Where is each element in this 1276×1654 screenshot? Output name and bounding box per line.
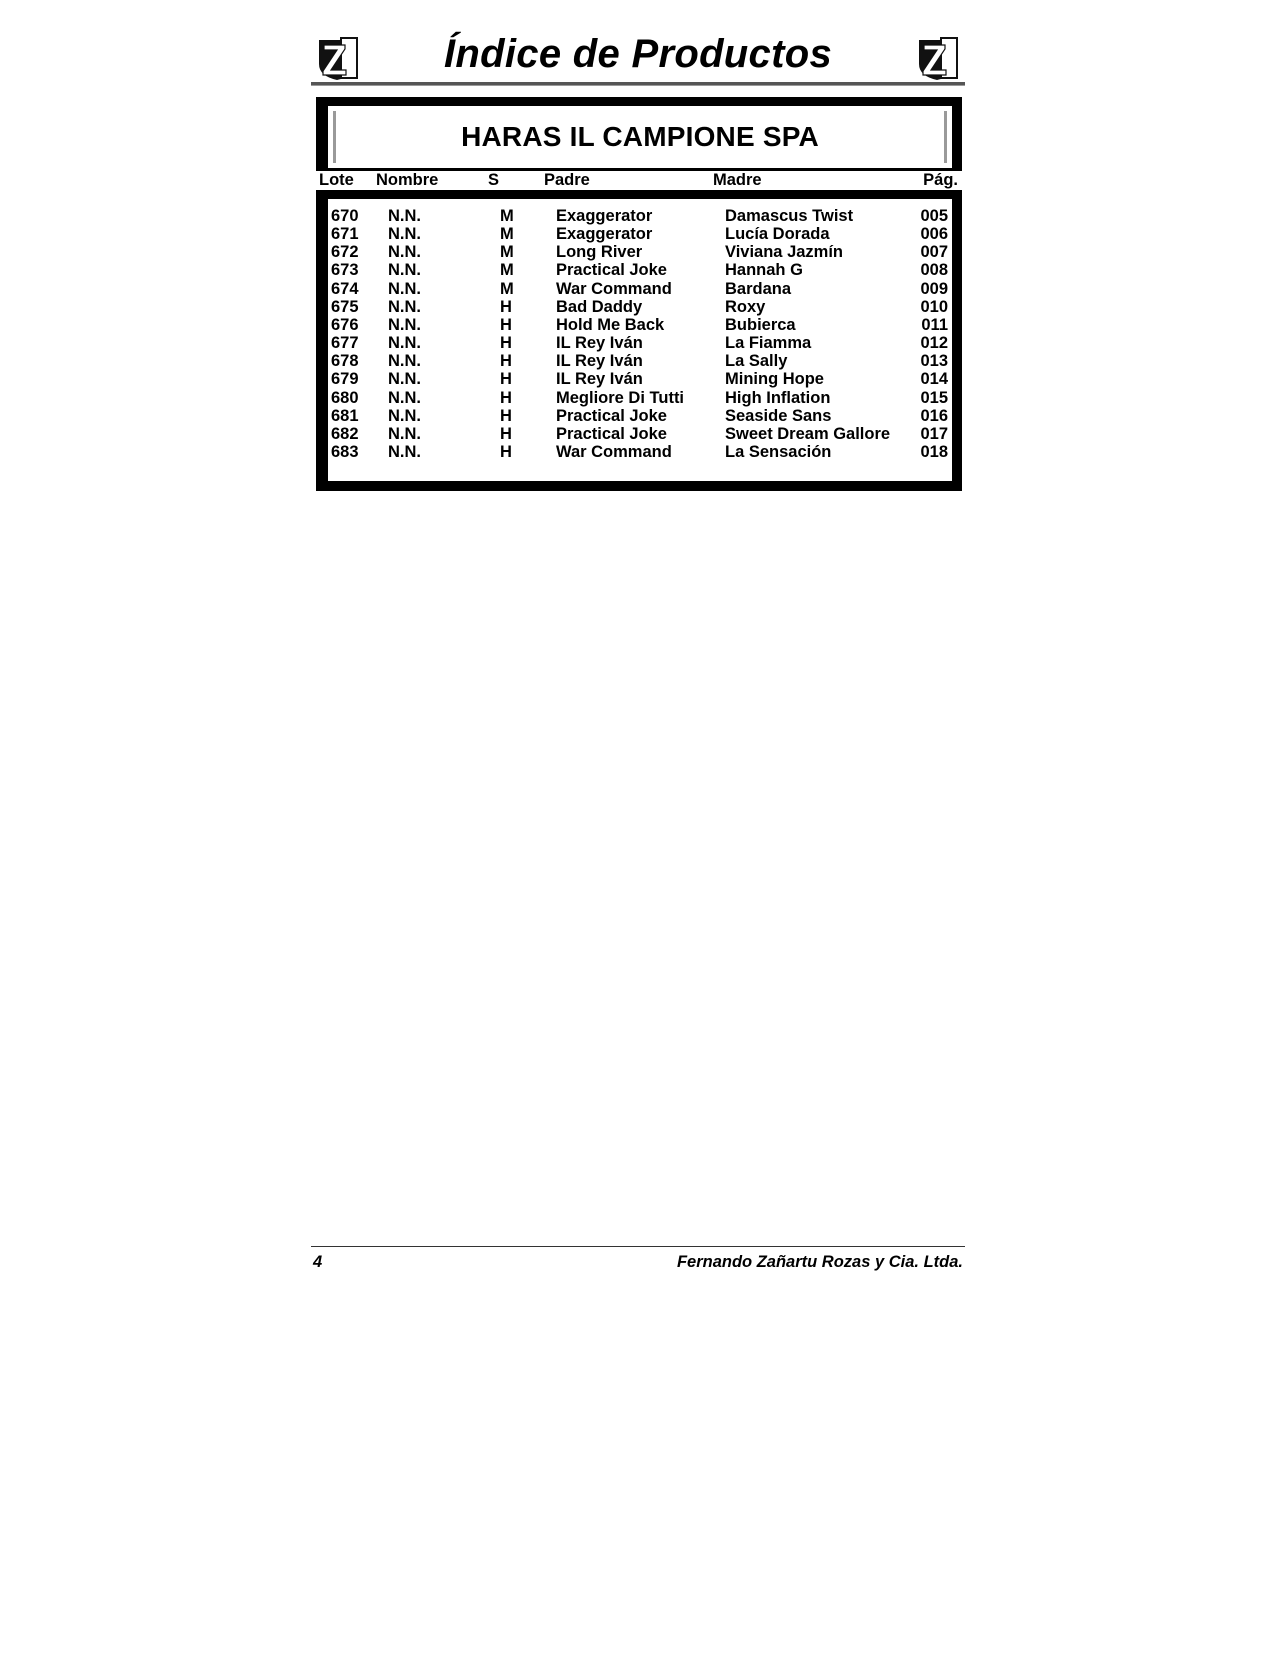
table-row	[328, 352, 952, 371]
cell-sexo: M	[500, 207, 514, 225]
cell-padre: Exaggerator	[556, 225, 653, 244]
cell-sexo: H	[500, 442, 512, 461]
cell-nombre: N.N.	[388, 388, 421, 407]
table-row	[328, 334, 952, 353]
cell-madre: Seaside Sans	[725, 406, 832, 425]
cell-madre: Mining Hope	[725, 370, 824, 389]
cell-pagina: 005	[920, 207, 948, 225]
cell-madre: Lucía Dorada	[725, 225, 830, 244]
cell-nombre: N.N.	[388, 225, 421, 244]
cell-sexo: H	[500, 370, 512, 389]
cell-madre: Bubierca	[725, 315, 796, 334]
cell-madre: Roxy	[725, 297, 766, 316]
cell-lote: 674	[331, 279, 359, 298]
cell-padre: Megliore Di Tutti	[556, 388, 685, 407]
cell-sexo: M	[500, 243, 514, 262]
page-footer	[311, 1246, 965, 1273]
cell-nombre: N.N.	[388, 352, 421, 371]
company-name: Fernando Zañartu Rozas y Cia. Ltda.	[676, 1253, 963, 1271]
table-row	[328, 407, 952, 426]
cell-lote: 675	[331, 297, 359, 316]
consignor-title-box	[328, 106, 952, 168]
cell-padre: IL Rey Iván	[556, 334, 643, 353]
cell-pagina: 017	[920, 424, 948, 443]
cell-pagina: 006	[920, 225, 948, 244]
column-header-pagina: Pág.	[923, 171, 958, 189]
table-row	[328, 225, 952, 244]
cell-pagina: 016	[920, 406, 948, 425]
cell-padre: IL Rey Iván	[556, 352, 643, 371]
cell-lote: 671	[331, 225, 359, 244]
page-header	[311, 30, 965, 86]
cell-lote: 678	[331, 352, 359, 371]
column-header-nombre: Nombre	[376, 171, 439, 189]
cell-sexo: H	[500, 352, 512, 371]
cell-padre: Hold Me Back	[556, 315, 665, 334]
table-row	[328, 316, 952, 335]
cell-sexo: H	[500, 334, 512, 353]
page-title: Índice de Productos	[444, 32, 832, 76]
cell-madre: Hannah G	[725, 261, 803, 280]
cell-sexo: H	[500, 424, 512, 443]
table-row	[328, 443, 952, 462]
cell-nombre: N.N.	[388, 442, 421, 461]
column-header-madre: Madre	[713, 171, 762, 189]
cell-padre: Exaggerator	[556, 207, 653, 225]
cell-lote: 677	[331, 334, 359, 353]
cell-pagina: 014	[920, 370, 948, 389]
cell-sexo: H	[500, 406, 512, 425]
cell-pagina: 015	[920, 388, 948, 407]
cell-madre: La Fiamma	[725, 334, 812, 353]
table-row	[328, 207, 952, 226]
cell-nombre: N.N.	[388, 243, 421, 262]
cell-sexo: M	[500, 225, 514, 244]
company-logo-icon	[915, 34, 961, 82]
cell-padre: IL Rey Iván	[556, 370, 643, 389]
cell-padre: Practical Joke	[556, 406, 667, 425]
cell-nombre: N.N.	[388, 334, 421, 353]
cell-madre: Bardana	[725, 279, 792, 298]
cell-lote: 681	[331, 406, 359, 425]
table-row	[328, 280, 952, 299]
table-row	[328, 261, 952, 280]
cell-nombre: N.N.	[388, 406, 421, 425]
table-header-row	[316, 171, 962, 190]
cell-padre: War Command	[556, 442, 672, 461]
table-row	[328, 370, 952, 389]
cell-madre: Damascus Twist	[725, 207, 854, 225]
cell-nombre: N.N.	[388, 207, 421, 225]
cell-lote: 670	[331, 207, 359, 225]
cell-madre: La Sally	[725, 352, 788, 371]
cell-padre: Bad Daddy	[556, 297, 643, 316]
cell-sexo: H	[500, 315, 512, 334]
cell-padre: Long River	[556, 243, 643, 262]
cell-padre: Practical Joke	[556, 424, 667, 443]
cell-lote: 682	[331, 424, 359, 443]
cell-madre: Viviana Jazmín	[725, 243, 844, 262]
cell-nombre: N.N.	[388, 315, 421, 334]
page-number: 4	[313, 1253, 323, 1271]
cell-madre: High Inflation	[725, 388, 831, 407]
cell-nombre: N.N.	[388, 261, 421, 280]
consignor-index-box	[316, 97, 962, 491]
cell-lote: 673	[331, 261, 359, 280]
cell-pagina: 008	[920, 261, 948, 280]
cell-pagina: 012	[920, 334, 948, 353]
cell-pagina: 007	[920, 243, 948, 262]
consignor-name: HARAS IL CAMPIONE SPA	[461, 121, 819, 152]
table-body	[328, 199, 952, 481]
cell-sexo: M	[500, 279, 514, 298]
cell-pagina: 009	[920, 279, 948, 298]
cell-pagina: 018	[920, 442, 948, 461]
table-row	[328, 243, 952, 262]
cell-nombre: N.N.	[388, 297, 421, 316]
cell-padre: War Command	[556, 279, 672, 298]
column-header-sexo: S	[488, 171, 500, 189]
cell-lote: 672	[331, 243, 359, 262]
table-row	[328, 298, 952, 317]
cell-pagina: 011	[921, 315, 948, 334]
cell-lote: 676	[331, 315, 359, 334]
cell-padre: Practical Joke	[556, 261, 667, 280]
cell-sexo: M	[500, 261, 514, 280]
cell-lote: 683	[331, 442, 359, 461]
cell-madre: Sweet Dream Gallore	[725, 424, 891, 443]
cell-nombre: N.N.	[388, 424, 421, 443]
cell-sexo: H	[500, 388, 512, 407]
cell-lote: 679	[331, 370, 359, 389]
cell-pagina: 013	[920, 352, 948, 371]
table-row	[328, 425, 952, 444]
table-row	[328, 389, 952, 408]
cell-nombre: N.N.	[388, 279, 421, 298]
cell-nombre: N.N.	[388, 370, 421, 389]
cell-madre: La Sensación	[725, 442, 832, 461]
cell-lote: 680	[331, 388, 359, 407]
cell-sexo: H	[500, 297, 512, 316]
cell-pagina: 010	[920, 297, 948, 316]
column-header-padre: Padre	[544, 171, 590, 189]
column-header-lote: Lote	[319, 171, 354, 189]
header-rule	[311, 82, 965, 86]
